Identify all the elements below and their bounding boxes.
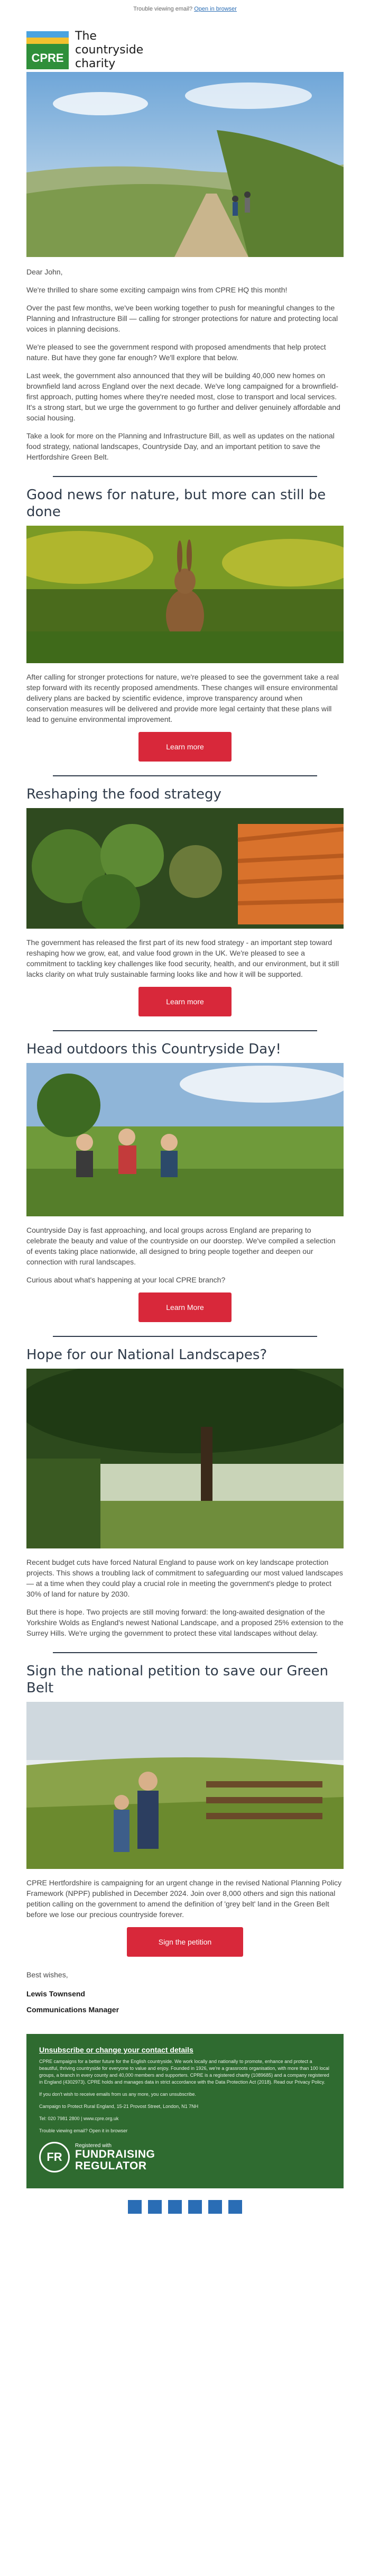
trouble-viewing-bar — [0, 0, 370, 19]
vegetables-image — [26, 808, 344, 929]
section-text: Countryside Day is fast approaching, and local groups across England are preparing to celebrate the beauty and value of the countryside on our doorstep. We've compiled a selection of events taking place nationwide, all designed to bring people together and deepen our connection with rural landscapes. — [26, 1226, 336, 1266]
section-food — [26, 786, 344, 1016]
email-body — [26, 19, 344, 2214]
green-belt-image — [26, 1702, 344, 1869]
greeting: Dear John, — [26, 268, 63, 276]
section-title: Head outdoors this Countryside Day! — [26, 1041, 281, 1057]
section-text-2: Curious about what's happening at your local CPRE branch? — [26, 1276, 226, 1284]
logo-wordmark: CPRE — [31, 51, 64, 65]
hero-image — [26, 72, 344, 257]
fr-big-2: REGULATOR — [75, 2159, 147, 2172]
fr-big-1: FUNDRAISING — [75, 2148, 155, 2160]
fundraising-regulator-text — [75, 2143, 155, 2172]
people-outdoors-image — [26, 1063, 344, 1216]
section-divider — [53, 1336, 317, 1337]
signer-name-text: Lewis Townsend — [26, 1990, 85, 1998]
fr-small: Registered with — [75, 2142, 112, 2149]
intro-paragraph-1: We're thrilled to share some exciting campaign wins from CPRE HQ this month! — [26, 286, 288, 294]
hare-image — [26, 526, 344, 663]
section-title: Sign the national petition to save our Green Belt — [26, 1663, 329, 1696]
section-national-landscapes — [26, 1346, 344, 1638]
header — [26, 19, 344, 72]
fundraising-regulator-badge[interactable] — [39, 2142, 331, 2172]
section-countryside-day — [26, 1041, 344, 1322]
section-title: Reshaping the food strategy — [26, 786, 221, 802]
section-text: Recent budget cuts have forced Natural England to pause work on key landscape protection projects. This shows a troubling lack of commitment to safeguarding our most valued landscapes — at a time when they could play a crucial role in meeting the government's pledge to protect 30% of land for nature by 2030. — [26, 1558, 343, 1598]
sign-petition-button[interactable]: Sign the petition — [127, 1927, 243, 1957]
fundraising-regulator-icon: FR — [39, 2142, 70, 2172]
trouble-text: Trouble viewing email? — [133, 6, 193, 12]
section-title: Good news for nature, but more can still be done — [26, 487, 326, 520]
tree-landscape-image — [26, 1369, 344, 1548]
section-nature — [26, 487, 344, 762]
unsubscribe-link[interactable]: Unsubscribe or change your contact details — [39, 2046, 193, 2054]
x-icon[interactable] — [148, 2200, 162, 2214]
footer-trouble: Trouble viewing email? Open it in browser — [39, 2128, 128, 2133]
learn-more-button[interactable]: Learn More — [138, 1292, 232, 1322]
section-green-belt — [26, 1663, 344, 1957]
section-divider — [53, 1652, 317, 1653]
youtube-icon[interactable] — [208, 2200, 222, 2214]
intro-paragraph-4: Last week, the government also announced that they will be building 40,000 new homes on brownfield land across England over the next decade. We've long campaigned for a brownfield-first approach, putting homes where they're needed most, close to transport and local services. It's a strong start, but we urge the government to go further and deliver genuinely affordable and social housing. — [26, 371, 340, 422]
footer-contact: Tel: 020 7981 2800 | www.cpre.org.uk — [39, 2116, 119, 2121]
footer — [26, 2034, 344, 2188]
cpre-logo-mark — [26, 31, 69, 69]
brand-line-2: countryside — [75, 43, 144, 57]
facebook-icon[interactable] — [128, 2200, 142, 2214]
closing: Best wishes, — [26, 1970, 68, 1979]
brand-line-1: The — [75, 30, 97, 43]
section-title: Hope for our National Landscapes? — [26, 1347, 267, 1363]
learn-more-button[interactable]: Learn more — [138, 732, 232, 762]
brand-line-3: charity — [75, 57, 116, 70]
section-divider — [53, 775, 317, 776]
footer-address: Campaign to Protect Rural England, 15-21 Provost Street, London, N1 7NH — [39, 2104, 199, 2109]
intro-paragraph-5: Take a look for more on the Planning and Infrastructure Bill, as well as updates on the national food strategy, national landscapes, Countryside Day, and an important petition to save the Hertfordshire Green Belt. — [26, 432, 335, 461]
learn-more-button[interactable]: Learn more — [138, 987, 232, 1016]
intro-paragraph-2: Over the past few months, we've been working together to push for meaningful changes to the Planning and Infrastructure Bill — calling for stronger protections for nature and protecting local voices in planning decisions. — [26, 304, 338, 333]
section-text-2: But there is hope. Two projects are still moving forward: the long-awaited designation of the Yorkshire Wolds as England's newest National Landscape, and a proposed 25% extension to the Surrey Hills. We're urging the government to protect these vital landscapes without delay. — [26, 1608, 344, 1637]
footer-about: CPRE campaigns for a better future for the English countryside. We work locally and nationally to promote, enhance and protect a beautiful, thriving countryside for everyone to value and enjoy. Founded in 1926, we're a grassroots organisation, with more than 100 local groups, a branch in every county and 40,000 members and supporters. CPRE is a registered charity (1089685) and a company registered in England (4302973). CPRE holds and manages data in strict accordance with the Data Protection Act (2018). Read our Privacy Policy. — [39, 2059, 329, 2085]
footer-unsubscribe: If you don't wish to receive emails from us any more, you can unsubscribe. — [39, 2092, 196, 2097]
section-divider — [53, 1030, 317, 1031]
instagram-icon[interactable] — [168, 2200, 182, 2214]
open-in-browser-link[interactable]: Open in browser — [194, 6, 237, 12]
brand-tagline — [75, 30, 143, 71]
signer-role-text: Communications Manager — [26, 2005, 119, 2014]
signer-name — [26, 1988, 344, 1999]
section-text: The government has released the first part of its new food strategy - an important step toward reshaping how we grow, eat, and value food grown in the UK. We're pleased to see a commitment to tackling key challenges like food security, health, and our environment, but it still lacks clarity on what truly sustainable farming looks like and how it will be supported. — [26, 938, 339, 978]
section-divider — [53, 476, 317, 477]
tiktok-icon[interactable] — [228, 2200, 242, 2214]
social-links — [26, 2200, 344, 2214]
section-text: CPRE Hertfordshire is campaigning for an urgent change in the revised National Planning Policy Framework (NPPF) published in December 2024. Join over 8,000 others and sign this national petition calling on the government to amend the definition of 'grey belt' land in the Green Belt before we lose our precious countryside forever. — [26, 1878, 342, 1919]
section-text: After calling for stronger protections for nature, we're pleased to see the government take a real step forward with its recently proposed amendments. These changes will ensure environmental delivery plans are backed by scientific evidence, improve transparency around when conservation measures will be delivered and provide more legal certainty that these plans will lead to genuine environmental improvement. — [26, 673, 339, 723]
intro-paragraph-3: We're pleased to see the government respond with proposed amendments that help protect nature. But have they gone far enough? We'll explore that below. — [26, 343, 326, 362]
footer-heading[interactable] — [39, 2046, 331, 2054]
signoff — [26, 1969, 344, 2015]
signer-role — [26, 2004, 344, 2015]
cpre-logo[interactable] — [26, 30, 143, 71]
linkedin-icon[interactable] — [188, 2200, 202, 2214]
